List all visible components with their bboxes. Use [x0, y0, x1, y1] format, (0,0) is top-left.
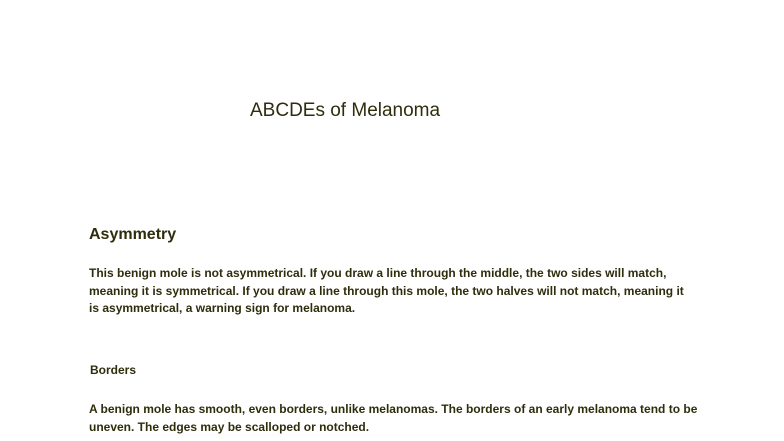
page-title: ABCDEs of Melanoma [250, 100, 441, 121]
section-body-borders: A benign mole has smooth, even borders, unlike melanomas. The borders of an early melanoma tend to be uneven. The edges may be scalloped or notched. [89, 402, 698, 434]
section-body-asymmetry: This benign mole is not asymmetrical. If you draw a line through the middle, the two sides will match, meaning it is symmetrical. If you draw a line through this mole, the two halves will not match, meaning it is asymmetrical, a warning sign for melanoma. [89, 266, 684, 315]
section-heading-borders: Borders [90, 363, 137, 377]
section-heading-asymmetry: Asymmetry [89, 226, 177, 243]
